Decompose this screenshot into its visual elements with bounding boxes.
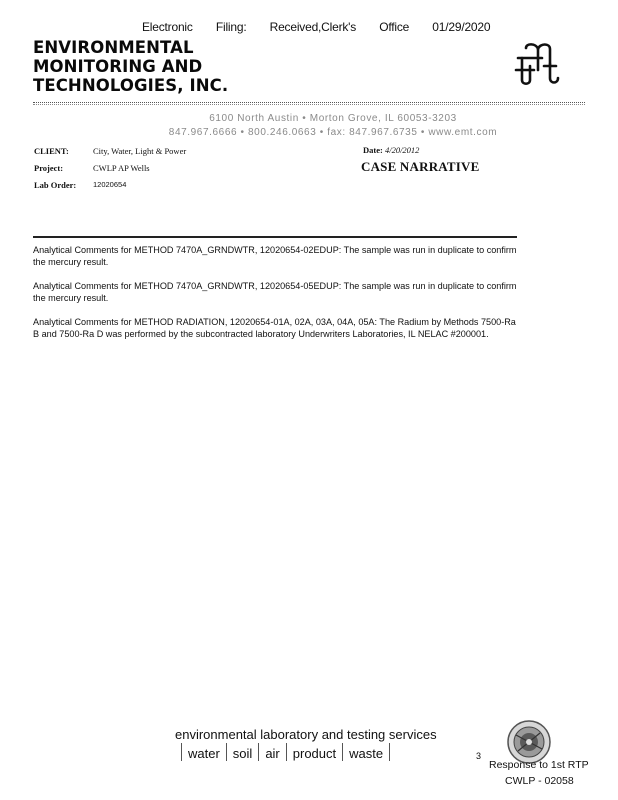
case-narrative-title: CASE NARRATIVE [361, 159, 480, 174]
footer-categories [175, 742, 396, 762]
company-logo-icon [512, 40, 564, 88]
filing-part-received: Received,Clerk's [269, 20, 357, 34]
lab-order-label: Lab Order: [34, 180, 77, 190]
company-name-line1: ENVIRONMENTAL [33, 38, 194, 57]
footer-category-air: air [265, 745, 280, 761]
analytical-comment: Analytical Comments for METHOD 7470A_GRNDWTR, 12020654-02EDUP: The sample was run in duplicate to confirm the mercury result. [33, 245, 517, 267]
lab-order-value: 12020654 [93, 180, 127, 189]
section-rule [33, 236, 517, 238]
client-label: CLIENT: [34, 146, 69, 156]
client-value: City, Water, Light & Power [93, 146, 187, 156]
bates-number: CWLP - 02058 [505, 775, 574, 787]
footer-separator [342, 743, 343, 761]
company-contact: 847.967.6666 • 800.246.0663 • fax: 847.967.6735 • www.emt.com [168, 127, 498, 138]
footer-tagline: environmental laboratory and testing services [175, 727, 437, 742]
filing-part-filing: Filing: [215, 20, 247, 34]
company-name [33, 38, 228, 95]
company-name-line2: MONITORING AND [33, 57, 203, 76]
footer-separator [226, 743, 227, 761]
footer-category-product: product [292, 745, 337, 761]
footer-separator [286, 743, 287, 761]
filing-date: 01/29/2020 [432, 20, 491, 34]
footer-separator [181, 743, 182, 761]
filing-header [142, 20, 494, 34]
analytical-comment: Analytical Comments for METHOD 7470A_GRNDWTR, 12020654-05EDUP: The sample was run in duplicate to confirm the mercury result. [33, 281, 517, 303]
filing-part-office: Office [379, 20, 410, 34]
project-label: Project: [34, 163, 64, 173]
filing-part-electronic: Electronic [142, 20, 193, 34]
date-label: Date: [363, 145, 383, 155]
footer-category-water: water [188, 745, 220, 761]
company-address: 6100 North Austin • Morton Grove, IL 60053-3203 [209, 113, 457, 124]
project-value: CWLP AP Wells [93, 163, 150, 173]
header-rule [33, 102, 585, 103]
company-name-line3: TECHNOLOGIES, INC. [33, 76, 229, 95]
footer-category-waste: waste [349, 745, 384, 761]
header-rule-secondary [33, 104, 585, 105]
analytical-comment: Analytical Comments for METHOD RADIATION, 12020654-01A, 02A, 03A, 04A, 05A: The Radium by Methods 7500-Ra B and 7500-Ra D was performed by the subcontracted laboratory Underwriters Laboratories, IL NELAC #200001. [33, 317, 516, 339]
date-value: 4/20/2012 [384, 145, 420, 155]
footer-separator [258, 743, 259, 761]
page-number: 3 [476, 751, 482, 761]
response-stamp: Response to 1st RTP [489, 759, 589, 771]
footer-separator [389, 743, 390, 761]
report-date [363, 145, 419, 155]
footer-category-soil: soil [232, 745, 253, 761]
